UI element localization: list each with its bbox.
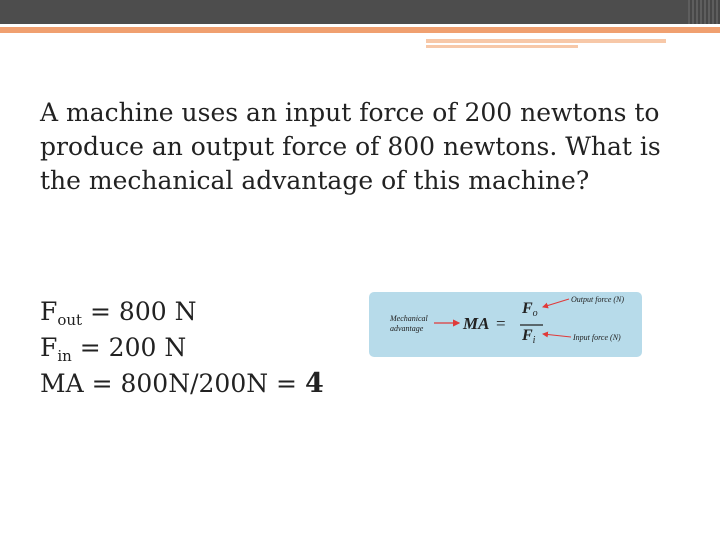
advantage-label: advantage: [390, 324, 424, 333]
accent-line: [0, 27, 720, 33]
output-force-label: Output force (N): [571, 295, 625, 304]
input-force-label: Input force (N): [573, 333, 621, 342]
accent-strip-upper: [426, 39, 666, 43]
denominator-base: F: [522, 327, 533, 344]
mechanical-label: Mechanical: [390, 314, 428, 323]
fout-value: = 800 N: [82, 297, 197, 326]
fin-line: [40, 330, 324, 366]
ma-line: [40, 366, 324, 402]
accent-strip-lower: [426, 45, 578, 48]
output-force-symbol: [522, 300, 538, 318]
fin-subscript: in: [57, 347, 72, 365]
numerator-subscript: o: [532, 308, 538, 319]
fout-symbol: F: [40, 297, 58, 326]
question-text: A machine uses an input force of 200 newtons to produce an output force of 800 newtons. What is the mechanical advantage of this machine?: [40, 98, 661, 195]
ma-expression: MA = 800N/200N =: [40, 369, 305, 398]
solution-work: [40, 294, 324, 402]
slide-top-bar: [0, 0, 720, 24]
fin-symbol: F: [40, 333, 58, 362]
ma-answer: 4: [304, 368, 324, 399]
mechanical-advantage-formula-image: [369, 292, 642, 357]
fin-value: = 200 N: [71, 333, 187, 362]
numerator-base: F: [522, 300, 533, 317]
denominator-subscript: i: [532, 335, 536, 346]
fout-line: [40, 294, 324, 330]
fout-subscript: out: [57, 311, 83, 329]
input-force-symbol: [522, 327, 535, 345]
equals-sign: =: [496, 314, 506, 333]
input-arrow: [543, 334, 571, 337]
slide-top-bar-stripes: [688, 0, 720, 24]
ma-symbol: MA: [463, 314, 490, 333]
output-arrow: [543, 299, 569, 307]
